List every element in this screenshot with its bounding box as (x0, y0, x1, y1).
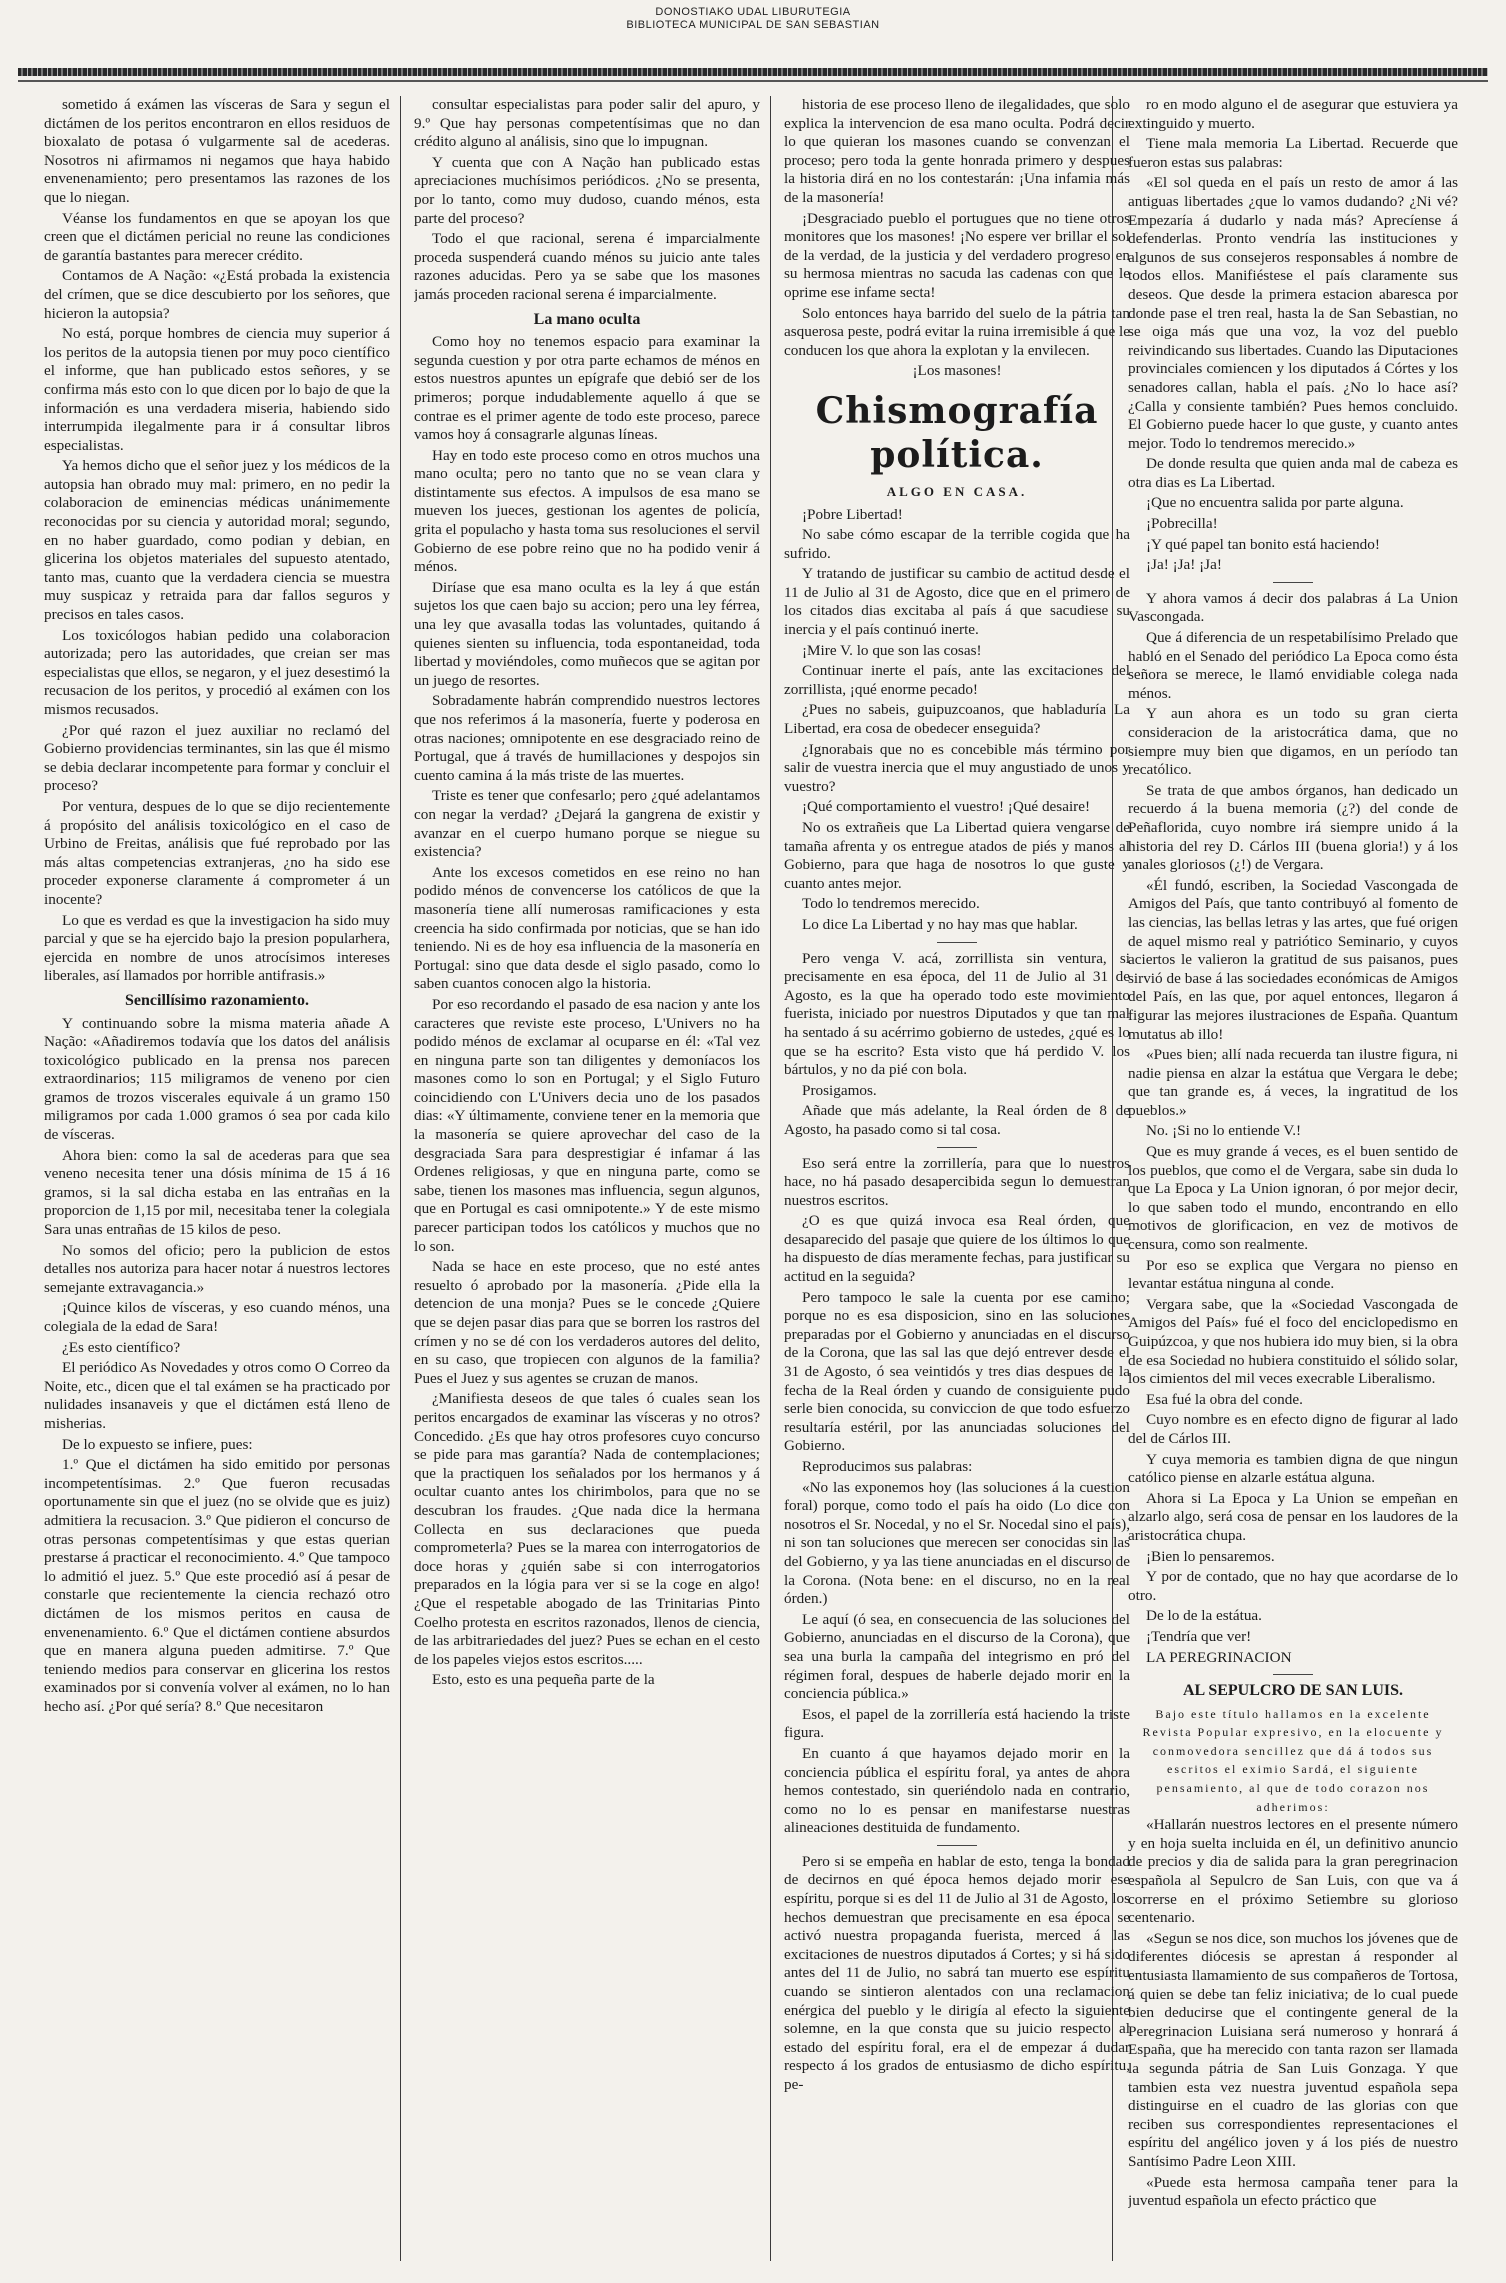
article-paragraph: «Hallarán nuestros lectores en el presente número y en hoja suelta incluida en él, un definitivo anuncio de precios y dia de salida para la gran peregrinacion española al Sepulcro de San Luis, con que va á correrse en el próximo Setiembre su glorioso centenario. (1128, 1816, 1458, 1927)
article-paragraph: ro en modo alguno el de asegurar que estuviera ya extinguido y muerto. (1128, 96, 1458, 132)
article-paragraph: No. ¡Si no lo entiende V.! (1146, 1122, 1302, 1140)
article-paragraph: Por eso recordando el pasado de esa nacion y ante los caracteres que reviste este proceso, L'Univers no ha podido ménos de exclamar al ocuparse en él: «Tal vez en ninguna parte son tan diligentes y demoníacos los masones como lo son en Portugal; y el Siglo Futuro coincidiendo con L'Univers decia uno de los pasados dias: «Y últimamente, conviene tener en la memoria que la masonería se quiere aprovechar del caso de la desgraciada Sara para desprestigiar é infamar á las Ordenes religiosas, y que en ninguna parte, como se sabe, tienen los masones mas influencia, segun algunos, que en Portugal es casi omnipotente.» Y de este mismo parecer participan todos los católicos y muchos que no lo son. (414, 995, 760, 1255)
article-paragraph: ¿Ignorabais que no es concebible más término por salir de vuestra inercia que el muy angustiado de unos y vuestro? (784, 740, 1130, 795)
article-paragraph: ¡Y qué papel tan bonito está haciendo! (1146, 535, 1380, 553)
section-separator (937, 1147, 977, 1148)
article-paragraph: Ya hemos dicho que el señor juez y los médicos de la autopsia han obrado muy mal: primero, en no pedir la colaboracion de eminencias médicas unánimemente reconocidas por su ciencia y autoridad moral; segundo, en no haber guardado, como podian y debian, en glicerina los objetos materiales del supuesto atentado, tanto mas, cuanto que la verdadera ciencia se muestra muy suspicaz y retraida para dar fallos seguros y precisos en tales casos. (44, 457, 390, 624)
article-paragraph: Todo lo tendremos merecido. (802, 895, 980, 913)
section-separator (1273, 582, 1313, 583)
article-paragraph: Esa fué la obra del conde. (1146, 1390, 1303, 1408)
article-paragraph: ¡Tendría que ver! (1146, 1627, 1252, 1645)
article-paragraph: Pero si se empeña en hablar de esto, tenga la bondad de decirnos en qué época hemos dejado morir ese espíritu, porque si es del 11 de Julio al 31 de Agosto, los hechos demuestran que precisamente en esa época se activó nuestra propaganda fuerista, merced á las excitaciones de nuestros diputados á Cortes; y si há sido antes del 11 de Julio, no sabrá tan muerto ese espíritu cuando se sintieron alentados con una reclamacion enérgica del pueblo y le dirigía al efecto la siguiente solemne, en la que consta que su juicio respecto al estado del espíritu foral, era el de empezar á dudar respecto á los grados de entusiasmo de dicho espíritu, pe- (784, 1852, 1130, 2093)
article-paragraph: Que á diferencia de un respetabilísimo Prelado que habló en el Senado del periódico La Epoca como ésta señora se merece, le llamó envidiable colega nada ménos. (1128, 629, 1458, 702)
masthead-rule-thin (18, 80, 1488, 82)
article-paragraph: No está, porque hombres de ciencia muy superior á los peritos de la autopsia tienen por muy poco científico el informe, que han publicado estos señores, y se confirma más esto con lo que dicen por lo bajo de que la información es una verdadera miseria, habiendo sido interrumpida ilegalmente para ir á consultar libros especialistas. (44, 325, 390, 454)
article-paragraph: ¡Quince kilos de vísceras, y eso cuando ménos, una colegiala de la edad de Sara! (44, 1299, 390, 1335)
article-paragraph: ¡Pobre Libertad! (802, 505, 903, 523)
section-heading: Sencillísimo razonamiento. (125, 991, 309, 1009)
article-paragraph: Y continuando sobre la misma materia añade A Nação: «Añadiremos todavía que los datos del análisis toxicológico publicado en la prensa nos parecen extraordinarios; 115 miligramos de veneno por cien gramos de trozos viscerales equivale á un gramo 150 miligramos por cada 1.000 gramos ó sea por cada kilo de vísceras. (44, 1014, 390, 1144)
article-paragraph: ¡Desgraciado pueblo el portugues que no tiene otros monitores que los masones! ¡No espere ver brillar el sol de la verdad, de la justicia y del verdadero progreso en su hermosa mientras no sacuda las cadenas con que le oprime ese infame secta! (784, 209, 1130, 301)
article-paragraph: Nada se hace en este proceso, que no esté antes resuelto ó aprobado por la masonería. ¿Pide ella la detencion de una monja? Pues se le concede ¿Quiere que se dejen pasar dias para que se borren los rastros del crímen y no se dé con los verdaderos autores del delito, en su caso, que tropiecen con algunos de la familia? Pues el Juez y sus agentes se cruzan de manos. (414, 1258, 760, 1387)
article-paragraph: Como hoy no tenemos espacio para examinar la segunda cuestion y por otra parte echamos de ménos en estos nuestros apuntes un epígrafe que debió ser de los primeros; porque indudablemente aquello á que se contrae es el primer agente de todo este proceso, parece vamos hoy á consagrarle algunas líneas. (414, 333, 760, 444)
article-paragraph: «Puede esta hermosa campaña tener para la juventud española un efecto práctico que (1128, 2173, 1458, 2210)
article-paragraph: ¡Bien lo pensaremos. (1146, 1547, 1275, 1565)
article-paragraph: Añade que más adelante, la Real órden de 8 de Agosto, ha pasado como si tal cosa. (784, 1102, 1130, 1138)
article-paragraph: Se trata de que ambos órganos, han dedicado un recuerdo á la buena memoria (¿?) del conde de Peñaflorida, cuyo nombre irá siempre unido á la historia del rey D. Cárlos III (buena gloria!) y á los anales gloriosos (¿!) de Vergara. (1128, 781, 1458, 874)
article-paragraph: Y tratando de justificar su cambio de actitud desde el 11 de Julio al 31 de Agosto, dice que en el primero de los citados dias excitaba al país á que sacudiese su inercia y el país continuó inerte. (784, 565, 1130, 639)
article-paragraph: Que es muy grande á veces, es el buen sentido de los pueblos, que como el de Vergara, sabe sin duda lo que La Epoca y La Union ignoran, ó por mejor decir, lo que saben todo el mundo, encontrando en ello motivos de glorificacion, en vez de motivos de censura, como son realmente. (1128, 1143, 1458, 1254)
article-paragraph: Pero tampoco le sale la cuenta por ese camino; porque no es esa disposicion, sino en las soluciones preparadas por el Gobierno y anunciadas en el discurso de la Corona, que las sal las que dejó entrever desde el 31 de Agosto, ó sea veintidós y tres dias despues de la fecha de la Real órden y cuando de consiguiente pudo serle bien conocida, su conviccion de que todo esfuerzo resultaría estéril, por las anunciadas soluciones del Gobierno. (784, 1288, 1130, 1455)
article-paragraph: Ahora si La Epoca y La Union se empeñan en alzarlo algo, será cosa de pensar en los laudores de la aristocrática chupa. (1128, 1489, 1458, 1544)
article-paragraph: ¡Mire V. lo que son las cosas! (802, 641, 982, 659)
article-paragraph: Véanse los fundamentos en que se apoyan los que creen que el dictámen pericial no reune las condiciones de garantía bastantes para merecer crédito. (44, 209, 390, 264)
article-paragraph: Eso será entre la zorrillería, para que lo nuestros hace, no há pasado desapercibida segun lo demuestran nuestros escritos. (784, 1154, 1130, 1209)
article-paragraph: Lo dice La Libertad y no hay mas que hablar. (802, 915, 1078, 933)
article-paragraph: Y cuya memoria es tambien digna de que ningun católico piense en alzarle estátua alguna. (1128, 1450, 1458, 1487)
article-paragraph: ¡Pobrecilla! (1146, 515, 1218, 533)
article-paragraph: No somos del oficio; pero la publicion de estos detalles nos autoriza para hacer notar á nuestros lectores semejante extravagancia.» (44, 1241, 390, 1296)
article-paragraph: Tiene mala memoria La Libertad. Recuerde que fueron estas sus palabras: (1128, 135, 1458, 171)
article-paragraph: No os extrañeis que La Libertad quiera vengarse de tamaña afrenta y os entregue atados de piés y manos al Gobierno, para que haga de nosotros lo que guste y cuanto antes mejor. (784, 819, 1130, 892)
column-3 (784, 96, 1130, 2266)
archive-line-2: BIBLIOTECA MUNICIPAL DE SAN SEBASTIAN (626, 19, 880, 31)
article-paragraph: consultar especialistas para poder salir del apuro, y 9.º Que hay personas competentísimas que no dan crédito alguno al análisis, sino que lo impugnan. (414, 96, 760, 151)
section-heading: Chismografía política. (815, 389, 1099, 476)
article-paragraph: Esto, esto es una pequeña parte de la (432, 1671, 655, 1689)
section-heading: La mano oculta (533, 310, 641, 328)
article-paragraph: Y aun ahora es un todo su gran cierta consideracion de la aristocrática dama, que no siempre muy bien que digamos, en un período tan recatólico. (1128, 705, 1458, 779)
article-paragraph: Vergara sabe, que la «Sociedad Vascongada de Amigos del País» fué el foco del enciclopedismo en Guipúzcoa, y que nos hubiera ido muy bien, si la obra de esa Sociedad no hubiera constituido el sólido solar, los cimientos del mil veces execrable Liberalismo. (1128, 1295, 1458, 1388)
article-paragraph: Cuyo nombre es en efecto digno de figurar al lado del de Cárlos III. (1128, 1411, 1458, 1447)
article-paragraph: De lo de la estátua. (1146, 1607, 1262, 1625)
article-paragraph: Y ahora vamos á decir dos palabras á La Union Vascongada. (1128, 589, 1458, 626)
article-paragraph: Triste es tener que confesarlo; pero ¿qué adelantamos con negar la verdad? ¿Dejará la gangrena de existir y avanzar en el cuerpo humano porque se niegue su existencia? (414, 787, 760, 861)
article-paragraph: Los toxicólogos habian pedido una colaboracion autorizada; pero las autoridades, que creian ser mas especialistas que ellos, se negaron, y el juez desestimó la recusacion de los peritos, y procedió al exámen con los mismos recusados. (44, 626, 390, 718)
article-paragraph: ¿Manifiesta deseos de que tales ó cuales sean los peritos encargados de examinar las vísceras y no otros? Concedido. ¿Es que hay otros profesores cuyo concurso se pide para mas garantía? Nada de contemplaciones; que la practiquen los señalados por los hermanos y á ocultar cuanto antes los chirimbolos, para que no se descubran los fraudes. ¿Que nada dice la hermana Collecta en sus declaraciones que pueda comprometerla? Pues se la marea con interrogatorios de doce horas y ¿quién sabe si con interrogatorios preparados en la lógia para ver si se la coge en algo! ¿Que el respetable abogado de las Trinitarias Pinto Coelho protesta en escritos razonados, llenos de ciencia, de las arbitrariedades del juez? Pues se echan en el cesto de los papeles viejos estos escritos..... (414, 1390, 760, 1668)
article-paragraph: «Segun se nos dice, son muchos los jóvenes que de diferentes diócesis se aprestan á responder al entusiasta llamamiento de sus compañeros de Tortosa, á quien se debe tan feliz iniciativa; de lo cual puede bien deducirse que el contingente general de la Peregrinacion Luisiana será numeroso y honrará á España, que ha merecido con tanta razon ser llamada la segunda pátria de San Luis Gonzaga. Y que tambien esta vez nuestra juventud española sepa distinguirse en el cuadro de las glorias con que reciben sus correspondientes representaciones el espíritu del angélico joven y á los piés de nuestro Santísimo Padre Leon XIII. (1128, 1929, 1458, 2170)
article-paragraph: sometido á exámen las vísceras de Sara y segun el dictámen de los peritos encontraron en ellos residuos de bioxalato de potasa ó vulgarmente sal de acederas. Nosotros ni afirmamos ni negamos que haya habido envenenamiento; pero presentamos las razones de los que lo niegan. (44, 96, 390, 206)
article-paragraph: «Él fundó, escriben, la Sociedad Vascongada de Amigos del País, que tanto contribuyó al fomento de las ciencias, las bellas letras y las artes, que fué origen de aquel mismo real y patriótico Seminario, y cuyos aciertos le valieron la gratitud de sus paisanos, pues sirvió de base á las sociedades económicas de Amigos del País, en las que, por aquel entonces, llegaron á figurar las mejores ilustraciones de España. Quantum mutatus ab illo! (1128, 876, 1458, 1043)
article-paragraph: Todo el que racional, serena é imparcialmente proceda suspenderá cuando ménos su juicio ante tales razones aducidas. Pero ya se sabe que los masones jamás proceden racional serena é imparcialmente. (414, 230, 760, 303)
article-paragraph: «No las exponemos hoy (las soluciones á la cuestion foral) porque, como todo el país ha oido (Lo dice con nosotros el Sr. Nocedal, y no el Sr. Nocedal sino el país), ni son tan soluciones que merecen ser conocidas sin las del Gobierno, y ya las tiene anunciadas en el discurso de la Corona. (Nota bene: en el discurso, no en la real órden.) (784, 1478, 1130, 1608)
article-paragraph: Hay en todo este proceso como en otros muchos una mano oculta; pero no tanto que no se vean clara y distintamente sus efectos. A impulsos de esa mano se mueven los jueces, gestionan los agentes de policía, grita el populacho y hasta toma sus resoluciones el servil Gobierno de ese pobre reino que no ha podido venir á ménos. (414, 446, 760, 576)
article-paragraph: ¿Por qué razon el juez auxiliar no reclamó del Gobierno providencias terminantes, sin las que él mismo se debia declarar incompetente para formar y concluir el proceso? (44, 721, 390, 795)
article-paragraph: Por eso se explica que Vergara no pienso en levantar estátua ninguna al conde. (1128, 1256, 1458, 1293)
article-paragraph: ¿Pues no sabeis, guipuzcoanos, que habladuría La Libertad, era cosa de obedecer enseguida? (784, 701, 1130, 738)
column-4 (1128, 96, 1458, 2266)
article-paragraph: historia de ese proceso lleno de ilegalidades, que solo explica la intervencion de esa mano oculta. Podrá decir lo que quieran los masones cuando se convenzan el proceso; pero toda la gente honrada primero y despues la historia dirá en no los contestarán: ¡Una infamia más de la masonería! (784, 96, 1130, 206)
article-paragraph: ¡Que no encuentra salida por parte alguna. (1146, 494, 1404, 512)
article-paragraph: ¡Ja! ¡Ja! ¡Ja! (1146, 556, 1222, 574)
section-heading: ALGO EN CASA. (886, 483, 1028, 499)
column-2 (414, 96, 760, 2266)
article-paragraph: Pero venga V. acá, zorrillista sin ventura, si precisamente en esa época, del 11 de Julio al 31 de Agosto, es la que ha operado todo este movimiento fuerista, iniciado por nuestros Diputados y que tan mal ha sentado á su acérrimo gobierno de ustedes, ¿qué es lo que se ha escrito? Esta visto que há perdido V. los bártulos, y no da pié con bola. (784, 949, 1130, 1079)
article-paragraph: Ahora bien: como la sal de acederas para que sea veneno necesita tener una dósis mínima de 15 á 16 gramos, si la sal dicha estaba en las entrañas en la proporcion de 1,15 por mil, necesitaba tener la colegiala Sara unas entrañas de 15 kilos de peso. (44, 1146, 390, 1239)
article-paragraph: «Pues bien; allí nada recuerda tan ilustre figura, ni nadie piensa en alzar la estátua que Vergara le debe; que tan grande es, á veces, la ingratitud de los pueblos.» (1128, 1046, 1458, 1119)
column-divider (770, 96, 771, 2261)
article-paragraph: No sabe cómo escapar de la terrible cogida que ha sufrido. (784, 526, 1130, 562)
article-paragraph: «El sol queda en el país un resto de amor á las antiguas libertades ¿que lo vamos dudando? ¿Ni vé? Empezaría á dudarlo y nada más? Aprecíense á defenderlas. Pronto vendría las instituciones y algunos de sus consejeros responsables á nombre de todos ellos. Manifiéstese el país claramente sus deseos. Que desde la primera estacion abaresca por donde pase el tren real, hasta la de San Sebastian, no se oiga más que una voz, la voz del pueblo reivindicando sus libertades. Cuando las Diputaciones provinciales comiencen y los diputados á Córtes y los senadores callan, habla el país. ¿No lo hace así? ¿Calla y consiente también? Pues hemos concluido. El Gobierno puede hacer lo que guste, y cuanto antes mejor. Todo lo tendremos merecido.» (1128, 174, 1458, 452)
article-paragraph: Prosigamos. (802, 1081, 877, 1099)
article-paragraph: Y cuenta que con A Nação han publicado estas apreciaciones muchísimos periódicos. ¿No se presenta, por lo tanto, como muy dudoso, cuando ménos, esta parte del proceso? (414, 153, 760, 227)
article-paragraph: De lo expuesto se infiere, pues: (62, 1435, 253, 1453)
section-separator (937, 942, 977, 943)
article-paragraph: De donde resulta que quien anda mal de cabeza es otra dias es La Libertad. (1128, 455, 1458, 491)
section-heading: Bajo este título hallamos en la excelente Revista Popular expresivo, en la elocuente y conmovedora sencillez que dá á todos sus escritos el eximio Sardá, el siguiente pensamiento, al que de todo corazon nos adherimos: (1142, 1706, 1444, 1814)
article-paragraph: Continuar inerte el país, ante las excitaciones del zorrillista, ¡qué enorme pecado! (784, 662, 1130, 698)
article-paragraph: Le aquí (ó sea, en consecuencia de las soluciones del Gobierno, anunciadas en el discurso de la Corona), que sea una burla la campaña del integrismo en pró del régimen foral, despues de haberle dejado morir en la conciencia pública.» (784, 1610, 1130, 1703)
article-paragraph: Ante los excesos cometidos en ese reino no han podido ménos de convencerse los católicos de que la masonería tiene allí numerosas ramificaciones y esta creencia ha sido confirmada por noticias, que se han ido teniendo. Ni es de hoy esa influencia de la masonería en Portugal: sino que data desde el siglo pasado, como lo saben cuantos conocen algo la historia. (414, 863, 760, 993)
article-paragraph: ¡Qué comportamiento el vuestro! ¡Qué desaire! (802, 798, 1091, 816)
article-paragraph: El periódico As Novedades y otros como O Correo da Noite, etc., dicen que el tal exámen se ha practicado por nulidades insanaveis y que el dictámen está lleno de misherias. (44, 1359, 390, 1432)
section-heading: ¡Los masones! (912, 362, 1002, 380)
article-paragraph: Solo entonces haya barrido del suelo de la pátria tan asquerosa peste, podrá evitar la ruina irremisible á que le conducen los que ahora la explotan y la envilecen. (784, 304, 1130, 359)
masthead-rule (18, 68, 1488, 76)
article-paragraph: Diríase que esa mano oculta es la ley á que están sujetos los que caen bajo su accion; pero una ley férrea, una ley que avasalla todas las voluntades, quitando á quienes sienten su influencia, toda espontaneidad, toda libertad y moviéndoles, como muñecos que se agitan por un juego de resortes. (414, 578, 760, 689)
section-heading: AL SEPULCRO DE SAN LUIS. (1182, 1682, 1404, 1700)
article-paragraph: Contamos de A Nação: «¿Está probada la existencia del crímen, que se dice descubierto por los señores, que hicieron la autopsia? (44, 267, 390, 322)
article-paragraph: ¿Es esto científico? (62, 1338, 181, 1356)
article-paragraph: Esos, el papel de la zorrillería está haciendo la triste figura. (784, 1705, 1130, 1742)
article-paragraph: Lo que es verdad es que la investigacion ha sido muy parcial y que se ha ejercido bajo la presion popularhera, ejercida en nombre de unos atrocísimos intereses liberales, así llamados por horrible antifrasis.» (44, 911, 390, 985)
article-paragraph: Sobradamente habrán comprendido nuestros lectores que nos referimos á la masonería, fuerte y poderosa en otras naciones; omnipotente en ese desgraciado reino de Portugal, que á través de humillaciones y despojos sin cuento camina á la más triste de las muertes. (414, 692, 760, 784)
article-paragraph: Reproducimos sus palabras: (802, 1458, 973, 1475)
section-separator (937, 1845, 977, 1846)
archive-header (0, 6, 1506, 32)
article-paragraph: Y por de contado, que no hay que acordarse de lo otro. (1128, 1568, 1458, 1604)
article-paragraph: En cuanto á que hayamos dejado morir en la conciencia pública el espíritu foral, ya antes de ahora hemos contestado, sin queriéndolo nada en contrario, como no lo es pensar en manifestarse nuestras alineaciones destituida de fundamento. (784, 1744, 1130, 1837)
article-paragraph: Por ventura, despues de lo que se dijo recientemente á propósito del análisis toxicológico en el caso de Urbino de Freitas, análisis que fué reprobado por las más altas competencias extranjeras, ¿no ha sido ese proceder exponerse claramente á comprometer á un inocente? (44, 797, 390, 908)
archive-line-1: DONOSTIAKO UDAL LIBURUTEGIA (655, 6, 851, 18)
article-paragraph: ¿O es que quizá invoca esa Real órden, que desaparecido del pasaje que quiere de los últimos lo que ha dispuesto de días meramente fechas, para justificar su actitud en la seguida? (784, 1212, 1130, 1286)
column-1 (44, 96, 390, 2266)
column-divider (400, 96, 401, 2261)
article-paragraph: LA PEREGRINACION (1146, 1648, 1292, 1666)
section-separator (1273, 1674, 1313, 1675)
article-paragraph: 1.º Que el dictámen ha sido emitido por personas incompetentísimas. 2.º Que fueron recusadas oportunamente sin que el juez (no se olvide que es juiz) admitiera la recusacion. 3.º Que pidieron el concurso de otras personas competentísimas y que estas querian prestarse á practicar el reconocimiento. 4.º Que tampoco lo admitió el juez. 5.º Que este procedió así á pesar de constarle que recientemente la ciencia rechazó otro dictámen de los mismos peritos en causa de envenenamiento. 6.º Que el dictámen contiene absurdos que en manera alguna pueden admitirse. 7.º Que teniendo medios para conservar en glicerina los restos examinados por si convenía volver al exámen, no lo han hecho así. ¿Por qué sería? 8.º Que necesitaron (44, 1456, 390, 1715)
